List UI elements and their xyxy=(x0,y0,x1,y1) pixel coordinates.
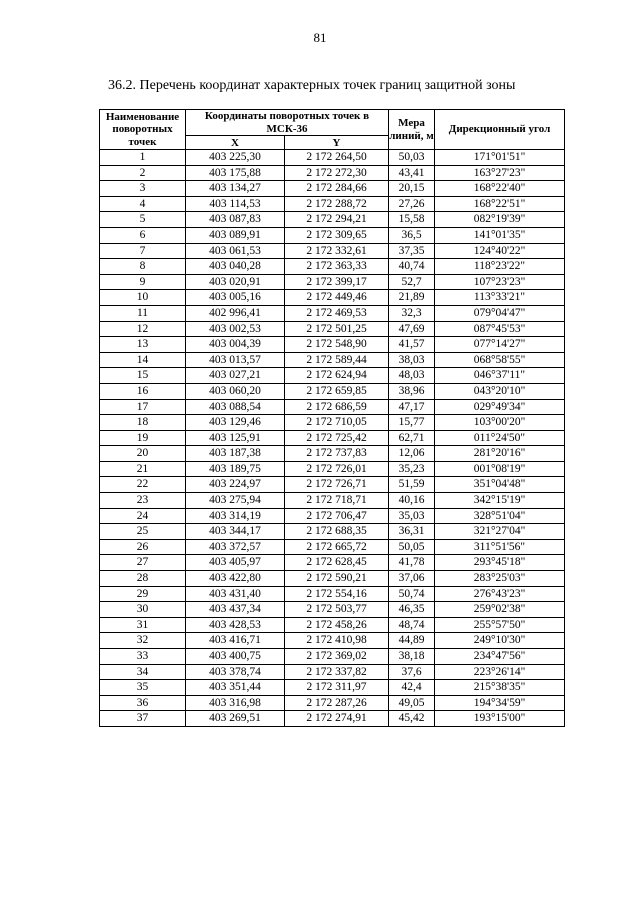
table-row xyxy=(100,383,565,399)
line-length-cell: 35,23 xyxy=(389,461,435,477)
x-coordinate-cell: 403 314,19 xyxy=(186,508,285,524)
header-line-length: Мера линий, м xyxy=(389,110,435,150)
x-coordinate-cell: 403 275,94 xyxy=(186,493,285,509)
table-row xyxy=(100,290,565,306)
y-coordinate-cell: 2 172 659,85 xyxy=(285,383,389,399)
direction-angle-cell: 351°04'48" xyxy=(435,477,565,493)
y-coordinate-cell: 2 172 264,50 xyxy=(285,150,389,166)
direction-angle-cell: 043°20'10" xyxy=(435,383,565,399)
line-length-cell: 41,57 xyxy=(389,337,435,353)
table-row xyxy=(100,446,565,462)
table-row xyxy=(100,274,565,290)
table-row xyxy=(100,477,565,493)
direction-angle-cell: 281°20'16" xyxy=(435,446,565,462)
table-row xyxy=(100,165,565,181)
table-row xyxy=(100,695,565,711)
header-y: Y xyxy=(285,136,389,150)
line-length-cell: 12,06 xyxy=(389,446,435,462)
table-row xyxy=(100,259,565,275)
x-coordinate-cell: 403 224,97 xyxy=(186,477,285,493)
direction-angle-cell: 255°57'50" xyxy=(435,617,565,633)
coordinates-table xyxy=(99,109,565,727)
point-number-cell: 36 xyxy=(100,695,186,711)
y-coordinate-cell: 2 172 501,25 xyxy=(285,321,389,337)
y-coordinate-cell: 2 172 332,61 xyxy=(285,243,389,259)
direction-angle-cell: 046°37'11" xyxy=(435,368,565,384)
y-coordinate-cell: 2 172 294,21 xyxy=(285,212,389,228)
line-length-cell: 50,05 xyxy=(389,539,435,555)
x-coordinate-cell: 403 431,40 xyxy=(186,586,285,602)
direction-angle-cell: 082°19'39" xyxy=(435,212,565,228)
direction-angle-cell: 259°02'38" xyxy=(435,602,565,618)
x-coordinate-cell: 403 002,53 xyxy=(186,321,285,337)
y-coordinate-cell: 2 172 554,16 xyxy=(285,586,389,602)
point-number-cell: 32 xyxy=(100,633,186,649)
direction-angle-cell: 079°04'47" xyxy=(435,305,565,321)
point-number-cell: 23 xyxy=(100,493,186,509)
point-number-cell: 29 xyxy=(100,586,186,602)
point-number-cell: 18 xyxy=(100,415,186,431)
line-length-cell: 50,74 xyxy=(389,586,435,602)
x-coordinate-cell: 403 372,57 xyxy=(186,539,285,555)
point-number-cell: 15 xyxy=(100,368,186,384)
table-row xyxy=(100,602,565,618)
x-coordinate-cell: 403 405,97 xyxy=(186,555,285,571)
table-header xyxy=(100,110,565,150)
direction-angle-cell: 001°08'19" xyxy=(435,461,565,477)
point-number-cell: 34 xyxy=(100,664,186,680)
y-coordinate-cell: 2 172 688,35 xyxy=(285,524,389,540)
x-coordinate-cell: 403 344,17 xyxy=(186,524,285,540)
table-row xyxy=(100,337,565,353)
y-coordinate-cell: 2 172 458,26 xyxy=(285,617,389,633)
point-number-cell: 30 xyxy=(100,602,186,618)
line-length-cell: 35,03 xyxy=(389,508,435,524)
header-x: X xyxy=(186,136,285,150)
point-number-cell: 10 xyxy=(100,290,186,306)
line-length-cell: 38,18 xyxy=(389,649,435,665)
x-coordinate-cell: 403 416,71 xyxy=(186,633,285,649)
point-number-cell: 16 xyxy=(100,383,186,399)
line-length-cell: 52,7 xyxy=(389,274,435,290)
table-row xyxy=(100,461,565,477)
y-coordinate-cell: 2 172 311,97 xyxy=(285,680,389,696)
direction-angle-cell: 234°47'56" xyxy=(435,649,565,665)
table-row xyxy=(100,680,565,696)
x-coordinate-cell: 403 129,46 xyxy=(186,415,285,431)
y-coordinate-cell: 2 172 710,05 xyxy=(285,415,389,431)
direction-angle-cell: 249°10'30" xyxy=(435,633,565,649)
line-length-cell: 20,15 xyxy=(389,181,435,197)
header-coordinates: Координаты поворотных точек в МСК-36 xyxy=(186,110,389,136)
direction-angle-cell: 171°01'51" xyxy=(435,150,565,166)
x-coordinate-cell: 403 087,83 xyxy=(186,212,285,228)
point-number-cell: 6 xyxy=(100,227,186,243)
table-row xyxy=(100,508,565,524)
direction-angle-cell: 163°27'23" xyxy=(435,165,565,181)
line-length-cell: 38,03 xyxy=(389,352,435,368)
line-length-cell: 40,16 xyxy=(389,493,435,509)
y-coordinate-cell: 2 172 737,83 xyxy=(285,446,389,462)
y-coordinate-cell: 2 172 309,65 xyxy=(285,227,389,243)
point-number-cell: 26 xyxy=(100,539,186,555)
table-row xyxy=(100,430,565,446)
y-coordinate-cell: 2 172 548,90 xyxy=(285,337,389,353)
y-coordinate-cell: 2 172 272,30 xyxy=(285,165,389,181)
direction-angle-cell: 011°24'50" xyxy=(435,430,565,446)
point-number-cell: 5 xyxy=(100,212,186,228)
direction-angle-cell: 194°34'59" xyxy=(435,695,565,711)
y-coordinate-cell: 2 172 399,17 xyxy=(285,274,389,290)
point-number-cell: 24 xyxy=(100,508,186,524)
line-length-cell: 47,69 xyxy=(389,321,435,337)
table-row xyxy=(100,649,565,665)
y-coordinate-cell: 2 172 410,98 xyxy=(285,633,389,649)
table-row xyxy=(100,539,565,555)
point-number-cell: 33 xyxy=(100,649,186,665)
line-length-cell: 42,4 xyxy=(389,680,435,696)
x-coordinate-cell: 402 996,41 xyxy=(186,305,285,321)
table-row xyxy=(100,664,565,680)
y-coordinate-cell: 2 172 726,01 xyxy=(285,461,389,477)
point-number-cell: 7 xyxy=(100,243,186,259)
y-coordinate-cell: 2 172 726,71 xyxy=(285,477,389,493)
direction-angle-cell: 276°43'23" xyxy=(435,586,565,602)
table-row xyxy=(100,196,565,212)
table-body xyxy=(100,150,565,727)
x-coordinate-cell: 403 040,28 xyxy=(186,259,285,275)
table-row xyxy=(100,243,565,259)
direction-angle-cell: 168°22'40" xyxy=(435,181,565,197)
x-coordinate-cell: 403 400,75 xyxy=(186,649,285,665)
line-length-cell: 27,26 xyxy=(389,196,435,212)
point-number-cell: 12 xyxy=(100,321,186,337)
direction-angle-cell: 103°00'20" xyxy=(435,415,565,431)
point-number-cell: 3 xyxy=(100,181,186,197)
table-row xyxy=(100,181,565,197)
header-point-name: Наименование поворотных точек xyxy=(100,110,186,150)
page-number: 81 xyxy=(313,30,327,45)
line-length-cell: 50,03 xyxy=(389,150,435,166)
page-heading: 36.2. Перечень координат характерных точек границ защитной зоны xyxy=(108,78,516,93)
table-row xyxy=(100,305,565,321)
table-row xyxy=(100,321,565,337)
x-coordinate-cell: 403 013,57 xyxy=(186,352,285,368)
x-coordinate-cell: 403 060,20 xyxy=(186,383,285,399)
y-coordinate-cell: 2 172 274,91 xyxy=(285,711,389,727)
table-row xyxy=(100,555,565,571)
line-length-cell: 48,03 xyxy=(389,368,435,384)
direction-angle-cell: 342°15'19" xyxy=(435,493,565,509)
direction-angle-cell: 215°38'35" xyxy=(435,680,565,696)
x-coordinate-cell: 403 061,53 xyxy=(186,243,285,259)
point-number-cell: 11 xyxy=(100,305,186,321)
table-row xyxy=(100,415,565,431)
y-coordinate-cell: 2 172 665,72 xyxy=(285,539,389,555)
line-length-cell: 15,58 xyxy=(389,212,435,228)
table-row xyxy=(100,711,565,727)
point-number-cell: 4 xyxy=(100,196,186,212)
point-number-cell: 25 xyxy=(100,524,186,540)
y-coordinate-cell: 2 172 718,71 xyxy=(285,493,389,509)
x-coordinate-cell: 403 020,91 xyxy=(186,274,285,290)
y-coordinate-cell: 2 172 686,59 xyxy=(285,399,389,415)
direction-angle-cell: 124°40'22" xyxy=(435,243,565,259)
point-number-cell: 1 xyxy=(100,150,186,166)
line-length-cell: 37,06 xyxy=(389,571,435,587)
direction-angle-cell: 077°14'27" xyxy=(435,337,565,353)
direction-angle-cell: 168°22'51" xyxy=(435,196,565,212)
table-row xyxy=(100,571,565,587)
line-length-cell: 37,35 xyxy=(389,243,435,259)
x-coordinate-cell: 403 422,80 xyxy=(186,571,285,587)
x-coordinate-cell: 403 089,91 xyxy=(186,227,285,243)
x-coordinate-cell: 403 114,53 xyxy=(186,196,285,212)
table-row xyxy=(100,524,565,540)
x-coordinate-cell: 403 004,39 xyxy=(186,337,285,353)
direction-angle-cell: 029°49'34" xyxy=(435,399,565,415)
direction-angle-cell: 087°45'53" xyxy=(435,321,565,337)
table-row xyxy=(100,368,565,384)
y-coordinate-cell: 2 172 503,77 xyxy=(285,602,389,618)
line-length-cell: 45,42 xyxy=(389,711,435,727)
table-row xyxy=(100,493,565,509)
x-coordinate-cell: 403 437,34 xyxy=(186,602,285,618)
direction-angle-cell: 293°45'18" xyxy=(435,555,565,571)
line-length-cell: 15,77 xyxy=(389,415,435,431)
point-number-cell: 20 xyxy=(100,446,186,462)
line-length-cell: 40,74 xyxy=(389,259,435,275)
table-row xyxy=(100,227,565,243)
table-row xyxy=(100,586,565,602)
y-coordinate-cell: 2 172 288,72 xyxy=(285,196,389,212)
point-number-cell: 13 xyxy=(100,337,186,353)
direction-angle-cell: 311°51'56" xyxy=(435,539,565,555)
y-coordinate-cell: 2 172 363,33 xyxy=(285,259,389,275)
y-coordinate-cell: 2 172 628,45 xyxy=(285,555,389,571)
point-number-cell: 35 xyxy=(100,680,186,696)
point-number-cell: 31 xyxy=(100,617,186,633)
y-coordinate-cell: 2 172 449,46 xyxy=(285,290,389,306)
point-number-cell: 28 xyxy=(100,571,186,587)
x-coordinate-cell: 403 351,44 xyxy=(186,680,285,696)
x-coordinate-cell: 403 125,91 xyxy=(186,430,285,446)
y-coordinate-cell: 2 172 589,44 xyxy=(285,352,389,368)
y-coordinate-cell: 2 172 706,47 xyxy=(285,508,389,524)
x-coordinate-cell: 403 378,74 xyxy=(186,664,285,680)
y-coordinate-cell: 2 172 284,66 xyxy=(285,181,389,197)
line-length-cell: 36,31 xyxy=(389,524,435,540)
line-length-cell: 36,5 xyxy=(389,227,435,243)
x-coordinate-cell: 403 269,51 xyxy=(186,711,285,727)
line-length-cell: 49,05 xyxy=(389,695,435,711)
table-row xyxy=(100,212,565,228)
y-coordinate-cell: 2 172 287,26 xyxy=(285,695,389,711)
x-coordinate-cell: 403 316,98 xyxy=(186,695,285,711)
direction-angle-cell: 321°27'04" xyxy=(435,524,565,540)
direction-angle-cell: 223°26'14" xyxy=(435,664,565,680)
direction-angle-cell: 118°23'22" xyxy=(435,259,565,275)
line-length-cell: 51,59 xyxy=(389,477,435,493)
table-row xyxy=(100,352,565,368)
direction-angle-cell: 113°33'21" xyxy=(435,290,565,306)
line-length-cell: 47,17 xyxy=(389,399,435,415)
line-length-cell: 38,96 xyxy=(389,383,435,399)
point-number-cell: 37 xyxy=(100,711,186,727)
y-coordinate-cell: 2 172 725,42 xyxy=(285,430,389,446)
direction-angle-cell: 328°51'04" xyxy=(435,508,565,524)
direction-angle-cell: 283°25'03" xyxy=(435,571,565,587)
point-number-cell: 22 xyxy=(100,477,186,493)
y-coordinate-cell: 2 172 369,02 xyxy=(285,649,389,665)
table-row xyxy=(100,150,565,166)
point-number-cell: 8 xyxy=(100,259,186,275)
table-row xyxy=(100,633,565,649)
y-coordinate-cell: 2 172 337,82 xyxy=(285,664,389,680)
x-coordinate-cell: 403 134,27 xyxy=(186,181,285,197)
x-coordinate-cell: 403 189,75 xyxy=(186,461,285,477)
x-coordinate-cell: 403 175,88 xyxy=(186,165,285,181)
direction-angle-cell: 141°01'35" xyxy=(435,227,565,243)
y-coordinate-cell: 2 172 624,94 xyxy=(285,368,389,384)
line-length-cell: 43,41 xyxy=(389,165,435,181)
point-number-cell: 17 xyxy=(100,399,186,415)
line-length-cell: 62,71 xyxy=(389,430,435,446)
line-length-cell: 32,3 xyxy=(389,305,435,321)
line-length-cell: 21,89 xyxy=(389,290,435,306)
point-number-cell: 2 xyxy=(100,165,186,181)
direction-angle-cell: 107°23'23" xyxy=(435,274,565,290)
y-coordinate-cell: 2 172 590,21 xyxy=(285,571,389,587)
line-length-cell: 37,6 xyxy=(389,664,435,680)
x-coordinate-cell: 403 428,53 xyxy=(186,617,285,633)
line-length-cell: 46,35 xyxy=(389,602,435,618)
line-length-cell: 41,78 xyxy=(389,555,435,571)
line-length-cell: 48,74 xyxy=(389,617,435,633)
point-number-cell: 19 xyxy=(100,430,186,446)
x-coordinate-cell: 403 005,16 xyxy=(186,290,285,306)
x-coordinate-cell: 403 027,21 xyxy=(186,368,285,384)
point-number-cell: 9 xyxy=(100,274,186,290)
line-length-cell: 44,89 xyxy=(389,633,435,649)
x-coordinate-cell: 403 187,38 xyxy=(186,446,285,462)
table-row xyxy=(100,399,565,415)
header-direction-angle: Дирекционный угол xyxy=(435,110,565,150)
point-number-cell: 21 xyxy=(100,461,186,477)
x-coordinate-cell: 403 088,54 xyxy=(186,399,285,415)
direction-angle-cell: 193°15'00" xyxy=(435,711,565,727)
point-number-cell: 27 xyxy=(100,555,186,571)
x-coordinate-cell: 403 225,30 xyxy=(186,150,285,166)
direction-angle-cell: 068°58'55" xyxy=(435,352,565,368)
y-coordinate-cell: 2 172 469,53 xyxy=(285,305,389,321)
table-row xyxy=(100,617,565,633)
point-number-cell: 14 xyxy=(100,352,186,368)
